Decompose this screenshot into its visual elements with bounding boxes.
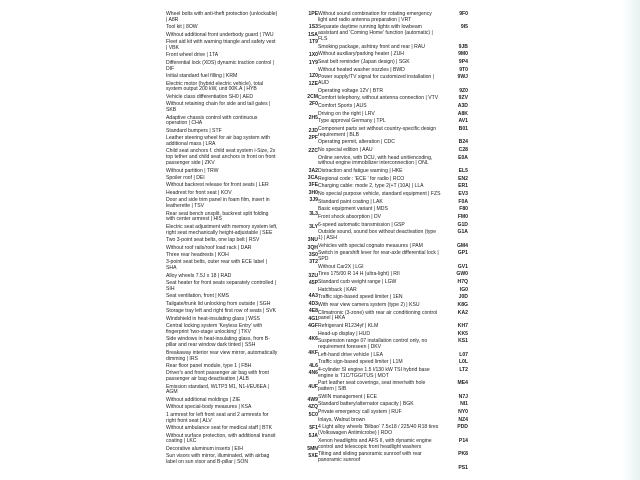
option-code: 1ZE bbox=[308, 80, 318, 87]
option-description: Without additional front underbody guard | 7WU bbox=[166, 31, 274, 38]
option-row bbox=[166, 212, 318, 224]
option-row bbox=[166, 253, 318, 259]
option-description: Part leather seat coverings, seat inner/with hole pattern | SIB bbox=[318, 380, 426, 393]
option-row bbox=[318, 332, 468, 338]
option-row bbox=[166, 238, 318, 244]
option-code: J0D bbox=[458, 294, 468, 301]
option-code: L0L bbox=[458, 359, 468, 366]
option-row bbox=[318, 368, 468, 380]
option-row bbox=[318, 156, 468, 168]
option-row bbox=[166, 405, 318, 411]
option-description: Private emergency call system | RUF bbox=[318, 409, 402, 416]
option-row bbox=[318, 452, 468, 464]
option-description: Power supply/TV signal for customized installation | AUD bbox=[318, 74, 434, 87]
option-row bbox=[166, 191, 318, 197]
option-row bbox=[318, 272, 468, 278]
option-description: Without auxiliary/parking heater | ZUH bbox=[318, 51, 404, 58]
option-code: 5XE bbox=[308, 453, 318, 460]
option-code: FM0 bbox=[457, 213, 468, 220]
option-description: Standard bumpers | STF bbox=[166, 127, 222, 134]
option-row bbox=[166, 426, 318, 432]
option-row bbox=[318, 251, 468, 263]
option-row bbox=[318, 127, 468, 139]
option-code: C28 bbox=[458, 146, 468, 153]
option-code: IG0 bbox=[459, 286, 468, 293]
option-description: With rear view camera system (type 2) | KSU bbox=[318, 301, 420, 308]
option-code: GP1 bbox=[457, 250, 468, 257]
option-code: A3D bbox=[457, 102, 468, 109]
option-row bbox=[166, 61, 318, 73]
option-description: Seat belt reminder (Japan design) | SGK bbox=[318, 58, 410, 65]
option-row bbox=[166, 447, 318, 453]
option-code: A8K bbox=[457, 110, 468, 117]
option-code: 1Z0 bbox=[309, 73, 318, 80]
option-code: 9WJ bbox=[457, 74, 468, 81]
option-code: 2JD bbox=[308, 127, 318, 134]
option-description: Without special-body measures | KSA bbox=[166, 404, 252, 411]
option-row bbox=[166, 12, 318, 24]
option-description: Standard paint coating | LAK bbox=[318, 198, 383, 205]
option-row bbox=[166, 413, 318, 425]
option-row bbox=[318, 75, 468, 87]
option-description: Separate daytime running lights with lowbeam assistant and 'Coming Home' function (automatic) | FLS bbox=[318, 24, 433, 43]
option-row bbox=[166, 260, 318, 272]
option-row bbox=[166, 302, 318, 308]
option-row bbox=[318, 169, 468, 175]
right-column bbox=[318, 11, 468, 471]
option-code: 9P4 bbox=[458, 58, 468, 65]
option-row bbox=[166, 246, 318, 252]
option-description: Operating voltage 12V | BTR bbox=[318, 87, 384, 94]
option-row bbox=[166, 294, 318, 300]
option-description: Electric motor (hybrid electric vehicle), total system output 200 kW, unit 00K.A | HYB bbox=[166, 80, 264, 93]
option-description: Switch in gearshift lever for rear-axle differential lock | SPD bbox=[318, 250, 439, 263]
option-description: Charging cable: mode 2, type 2(+T (10A) | LLA bbox=[318, 183, 424, 190]
left-column bbox=[166, 12, 318, 466]
option-description: Without partition | TRW bbox=[166, 167, 219, 174]
option-code: EV3 bbox=[458, 190, 468, 197]
option-row bbox=[166, 364, 318, 370]
option-description: Vehicle class differentiation SH0 | AED bbox=[166, 93, 254, 100]
option-code: 3FE bbox=[308, 182, 318, 189]
option-description: Three rear headrests | KOH bbox=[166, 251, 229, 258]
option-code: NI1 bbox=[460, 401, 468, 408]
option-description: Standard battery/alternator capacity | BGK bbox=[318, 401, 414, 408]
option-description: Without sound combination for rotating emergency light and radio antenna preparation | VRT bbox=[318, 11, 432, 23]
option-row bbox=[166, 281, 318, 293]
option-row bbox=[166, 324, 318, 336]
option-row bbox=[166, 176, 318, 182]
option-code: G1A bbox=[457, 229, 468, 236]
option-code: LT2 bbox=[459, 366, 468, 373]
option-code: E0A bbox=[458, 154, 468, 161]
option-code: 3QH bbox=[307, 244, 318, 251]
option-description: Component parts set without country-specific design requirement | BLB bbox=[318, 125, 437, 138]
option-description: No special edition | AAU bbox=[318, 146, 373, 153]
option-description: Without additional moldings | ZIE bbox=[166, 396, 241, 403]
option-description: Outside sound, sound box without deactivation (type 1) | ASH bbox=[318, 229, 437, 241]
option-code: 4ZQ bbox=[308, 404, 318, 411]
option-code: 5C0 bbox=[308, 411, 318, 418]
option-code: 3NU bbox=[307, 237, 318, 244]
option-description: Electric seat adjustment with memory system left, right seat mechanically height-adjustable | SEE bbox=[166, 223, 278, 236]
option-description: Front shock absorption | DV bbox=[318, 213, 382, 220]
option-description: Driving on the right | LRV bbox=[318, 110, 375, 117]
option-description: Distraction and fatigue warning | HKE bbox=[318, 168, 403, 175]
option-description: Without ambulance seat for medical staff | BTK bbox=[166, 425, 272, 432]
option-code: 5MN bbox=[307, 445, 318, 452]
option-description: 4-cylinder SI engine 1.5 l/130 kW TSI hybrid base engine is T1C/TGG/TUS | MOT bbox=[318, 366, 430, 379]
option-row bbox=[166, 149, 318, 166]
option-row bbox=[318, 353, 468, 359]
option-code: 2ZC bbox=[308, 148, 318, 155]
option-description: Rear seat bench unsplit, backrest split folding with center armrest | HIS bbox=[166, 210, 269, 223]
option-description: Fleet aid kit with warning triangle and safety vest | VBK bbox=[166, 39, 276, 51]
option-code: 3LY bbox=[309, 223, 318, 230]
option-code: PDD bbox=[457, 424, 468, 431]
option-description: Tailgate/trunk lid unlocking from outside | SGH bbox=[166, 300, 271, 307]
option-row bbox=[318, 230, 468, 242]
option-row bbox=[166, 351, 318, 363]
option-row bbox=[318, 140, 468, 146]
option-row bbox=[318, 184, 468, 190]
option-row bbox=[166, 95, 318, 101]
option-description: Without retaining chain for side and tail gates | SKB bbox=[166, 101, 271, 114]
option-row bbox=[166, 116, 318, 128]
option-code: KH7 bbox=[457, 322, 468, 329]
option-description: Comfort Sports | AUS bbox=[318, 102, 367, 109]
option-code: KS1 bbox=[458, 338, 468, 345]
option-row bbox=[166, 309, 318, 315]
option-code: NZ4 bbox=[458, 416, 468, 423]
option-description: No special purpose vehicle, standard equipment | FZS bbox=[318, 190, 441, 197]
option-row bbox=[318, 288, 468, 294]
option-description: Type approval Germany | TPL bbox=[318, 118, 386, 125]
option-row bbox=[166, 82, 318, 94]
option-row bbox=[318, 45, 468, 51]
option-description: Inlays, Walnut brown bbox=[318, 416, 366, 423]
option-code: 4D3 bbox=[308, 300, 318, 307]
option-description: Wheel bolts with anti-theft protection (unlockable) | A8R bbox=[166, 11, 278, 23]
option-code: 4N6 bbox=[308, 370, 318, 377]
option-description: 1 armrest for left front seat and 2 armrests for right front seat | ALV bbox=[166, 411, 269, 424]
option-description: Left-hand drive vehicle | LEA bbox=[318, 351, 384, 358]
option-row bbox=[318, 339, 468, 351]
option-description: Side windows in heat-insulating glass, from B-pillar and rear window dark tinted | SSH bbox=[166, 336, 270, 349]
option-description: 3-point seat belts, outer rear with ECE label | SHA bbox=[166, 259, 267, 272]
option-row bbox=[318, 381, 468, 393]
option-row bbox=[166, 225, 318, 237]
option-row bbox=[318, 119, 468, 125]
option-code: H7Q bbox=[457, 278, 468, 285]
option-row bbox=[166, 53, 318, 59]
option-row bbox=[318, 265, 468, 271]
option-code: 9ZV bbox=[458, 95, 468, 102]
option-description: Without heated washer nozzles | BWD bbox=[318, 66, 405, 73]
option-description: Traffic sign-based speed limiter | L1M bbox=[318, 359, 403, 366]
option-row bbox=[318, 439, 468, 451]
option-code: PS1 bbox=[458, 464, 468, 471]
option-code: F0A bbox=[458, 198, 468, 205]
option-row bbox=[166, 274, 318, 280]
option-row bbox=[318, 207, 468, 213]
option-row bbox=[166, 129, 318, 135]
option-row bbox=[166, 169, 318, 175]
option-row bbox=[166, 454, 318, 466]
option-description: Adaptive chassis control with continuous operation | CHA bbox=[166, 114, 258, 127]
option-code: B24 bbox=[458, 139, 468, 146]
option-description: Basic equipment variant | MDS bbox=[318, 206, 388, 213]
option-description: 4 Light alloy wheels 'Bilbao' 7.5x18 / 225/40 R18 tires (Volkswagen Antimicrobe) | RDO bbox=[318, 424, 439, 437]
option-code: 3ZU bbox=[308, 272, 318, 279]
option-code: L07 bbox=[459, 351, 468, 358]
option-code: 4W9 bbox=[307, 396, 318, 403]
option-description: Decorative aluminum inserts | EIH bbox=[166, 445, 243, 452]
option-row bbox=[166, 434, 318, 446]
option-row bbox=[318, 311, 468, 323]
option-description: Regional code : 'ECE ' for radio | RCO bbox=[318, 175, 405, 182]
option-row bbox=[318, 192, 468, 198]
option-description: Initial standard fuel filling | KRM bbox=[166, 73, 238, 80]
option-description: Hatchback | KAR bbox=[318, 286, 357, 293]
option-code: GV1 bbox=[457, 263, 468, 270]
option-description: Alloy wheels 7.5J x 18 | RAD bbox=[166, 272, 232, 279]
option-row bbox=[166, 371, 318, 383]
option-code: K8G bbox=[457, 301, 468, 308]
option-description: Headrest for front seat | KOV bbox=[166, 189, 232, 196]
option-description: Online service, with DCU, with head unit/encoding, without engine immobilizer interconnection | ONL bbox=[318, 154, 433, 167]
option-row bbox=[166, 102, 318, 114]
option-row bbox=[166, 74, 318, 80]
option-code: 1SA bbox=[308, 31, 318, 38]
option-description: Comfort telephony, without antenna connection | VTV bbox=[318, 95, 439, 102]
option-code: 1T9 bbox=[309, 39, 318, 46]
option-code: 45P bbox=[308, 280, 318, 287]
option-description: Tilting and sliding panoramic sunroof with rear panoramic sunroof bbox=[318, 451, 422, 464]
option-code: 4L6 bbox=[309, 362, 318, 369]
option-description: Vehicles with special cognato measures | PAM bbox=[318, 242, 423, 249]
option-description: Central locking system 'Keyless Entry' with fingerprint 'two-stage unlocking' | TKV bbox=[166, 323, 263, 335]
option-row bbox=[318, 12, 468, 24]
option-code: EL5 bbox=[458, 168, 468, 175]
option-code: 5JA bbox=[308, 432, 318, 439]
option-code: 1S3 bbox=[308, 24, 318, 31]
option-description: Refrigerant R1234yf | KLM bbox=[318, 322, 379, 329]
option-description: 6-speed automatic transmission | GSP bbox=[318, 221, 405, 228]
option-row bbox=[318, 280, 468, 286]
option-description: Operating permit, alteration | CDC bbox=[318, 139, 395, 146]
option-code: 3J9 bbox=[309, 197, 318, 204]
option-code: 4K6 bbox=[308, 336, 318, 343]
option-code: G1D bbox=[457, 221, 468, 228]
option-row bbox=[318, 52, 468, 58]
option-code: 3CA bbox=[307, 174, 318, 181]
option-row bbox=[166, 337, 318, 349]
option-row bbox=[318, 215, 468, 221]
option-description: Differential lock (XDS) dynamic traction control | DIF bbox=[166, 59, 274, 72]
option-row bbox=[166, 385, 318, 397]
option-code: 4KF bbox=[308, 349, 318, 356]
option-row bbox=[166, 25, 318, 31]
option-code: 3S0 bbox=[308, 251, 318, 258]
option-description: Smoking package, ashtray front and rear | RAU bbox=[318, 43, 425, 50]
option-row bbox=[318, 425, 468, 437]
option-code: GW0 bbox=[456, 271, 468, 278]
option-code: 2CM bbox=[307, 93, 318, 100]
page-edge-shade bbox=[622, 0, 640, 480]
option-row bbox=[166, 40, 318, 52]
option-code: N7J bbox=[458, 393, 468, 400]
option-row bbox=[318, 244, 468, 250]
option-row bbox=[318, 148, 468, 154]
option-code: P14 bbox=[458, 437, 468, 444]
option-description: Rear floor panel module, type 1 | FBH bbox=[166, 362, 252, 369]
option-description: Sun visors with mirror, illuminated, with airbag label on sun visor and B-pillar | SON bbox=[166, 453, 270, 466]
option-code: 3T2 bbox=[309, 259, 318, 266]
option-description: Two 3-point seat belts, one lap belt | RSV bbox=[166, 237, 260, 244]
option-row bbox=[166, 198, 318, 210]
option-code: 4E8 bbox=[308, 308, 318, 315]
option-code: 2H5 bbox=[308, 114, 318, 121]
option-row bbox=[166, 317, 318, 323]
option-description: Storage tray left and right first row of seats | SVK bbox=[166, 308, 277, 315]
option-description: Traffic sign-based speed limiter | 1EN bbox=[318, 294, 403, 301]
option-description: Child seat anchors f. child seat system i-Size, 2x top tether and child seat anchors in front on front passenger side | ZKV bbox=[166, 148, 276, 167]
option-row bbox=[318, 402, 468, 408]
option-row bbox=[166, 136, 318, 148]
option-code: 1PE bbox=[308, 11, 318, 17]
option-code: 2F0 bbox=[309, 101, 318, 108]
option-row bbox=[166, 398, 318, 404]
option-row bbox=[318, 112, 468, 118]
option-description: Windshield in heat-insulating glass | WSS bbox=[166, 315, 260, 322]
option-description: Breakaway interior rear view mirror, automatically dimming | IRS bbox=[166, 349, 278, 362]
option-description: Without roof rails/roof load rack | DAR bbox=[166, 244, 252, 251]
option-code: 3L3 bbox=[309, 210, 318, 217]
option-description: Without surface protection, with additional transit coating | LKC bbox=[166, 432, 276, 445]
option-row bbox=[166, 33, 318, 39]
option-description: Front wheel drive | 1TA bbox=[166, 52, 219, 59]
option-description: SWIN management | ECE bbox=[318, 393, 378, 400]
option-code: 3A2 bbox=[308, 167, 318, 174]
option-description: Seat heater for front seats separately controlled | SIH bbox=[166, 280, 277, 292]
option-row bbox=[318, 418, 468, 424]
option-row bbox=[318, 395, 468, 401]
option-code: 9M0 bbox=[458, 51, 468, 58]
option-code: ER1 bbox=[458, 183, 468, 190]
option-code: 9Z0 bbox=[459, 87, 468, 94]
option-code: 9JB bbox=[458, 43, 468, 50]
option-row bbox=[318, 295, 468, 301]
option-row bbox=[166, 183, 318, 189]
option-code: 4GF bbox=[308, 323, 318, 330]
option-row bbox=[318, 25, 468, 42]
option-description: Driver's and front passenger air bag with front passenger air bag deactivation | ALB bbox=[166, 370, 269, 383]
option-description: Head-up display | HUD bbox=[318, 330, 370, 337]
option-description: Door and side trim panel in foam film, insert in leatherette | TSV bbox=[166, 197, 270, 210]
option-row bbox=[318, 410, 468, 416]
option-code: 1Y9 bbox=[308, 59, 318, 66]
option-description: Without backrest release for front seats | LER bbox=[166, 182, 269, 189]
option-description: Emission standard, WLTP3 M1, N1-I/EU6EA | AGM bbox=[166, 383, 269, 396]
option-code: KA2 bbox=[457, 309, 468, 316]
option-row bbox=[318, 60, 468, 66]
option-code: B01 bbox=[458, 125, 468, 132]
option-code: AV1 bbox=[458, 118, 468, 125]
option-row bbox=[318, 96, 468, 102]
option-code: 9F0 bbox=[459, 11, 468, 17]
option-code: PK8 bbox=[458, 451, 468, 458]
option-code: 5F1 bbox=[309, 425, 318, 432]
option-row bbox=[318, 200, 468, 206]
option-code: 4UF bbox=[308, 383, 318, 390]
option-code: F80 bbox=[459, 206, 468, 213]
option-code: 4G1 bbox=[308, 315, 318, 322]
option-description: Seat ventilation, front | KMS bbox=[166, 293, 230, 300]
option-code: 2PF bbox=[308, 135, 318, 142]
option-row bbox=[318, 89, 468, 95]
option-code: 9I5 bbox=[460, 24, 468, 31]
option-description: Tool kit | 8OW bbox=[166, 24, 198, 31]
option-code: 4A3 bbox=[308, 293, 318, 300]
option-code: 1X0 bbox=[308, 52, 318, 59]
option-row bbox=[318, 68, 468, 74]
option-description: Xenon headlights and AFS II, with dynamic engine control and telescopic front headlight washers bbox=[318, 437, 432, 450]
option-code: NY0 bbox=[458, 409, 468, 416]
option-row bbox=[318, 360, 468, 366]
option-description: Climatronic (3-zone) with rear air conditioning control panel | HKA bbox=[318, 309, 438, 322]
option-code: 3H0 bbox=[308, 189, 318, 196]
option-code: 9T0 bbox=[459, 66, 468, 73]
option-row bbox=[318, 177, 468, 183]
option-description: Tires 175/00 R 14 H (ultra-light) | RII bbox=[318, 271, 400, 278]
option-description: Standard curb weight range | LGW bbox=[318, 278, 397, 285]
option-description: Leather steering wheel for air bag system with additional mass | LRA bbox=[166, 135, 270, 148]
option-row bbox=[318, 303, 468, 309]
option-description: Suspension range 07 installation control only, no requirement foreseen | DKV bbox=[318, 338, 428, 351]
option-code: EN2 bbox=[458, 175, 468, 182]
option-code: GM4 bbox=[456, 242, 468, 249]
option-description: Without Car2X | LGI bbox=[318, 263, 364, 270]
option-row bbox=[318, 223, 468, 229]
option-code: ME4 bbox=[457, 380, 468, 387]
option-row bbox=[318, 104, 468, 110]
option-description: Spoiler roof | DEI bbox=[166, 174, 205, 181]
option-code: KK5 bbox=[457, 330, 468, 337]
option-row bbox=[318, 324, 468, 330]
